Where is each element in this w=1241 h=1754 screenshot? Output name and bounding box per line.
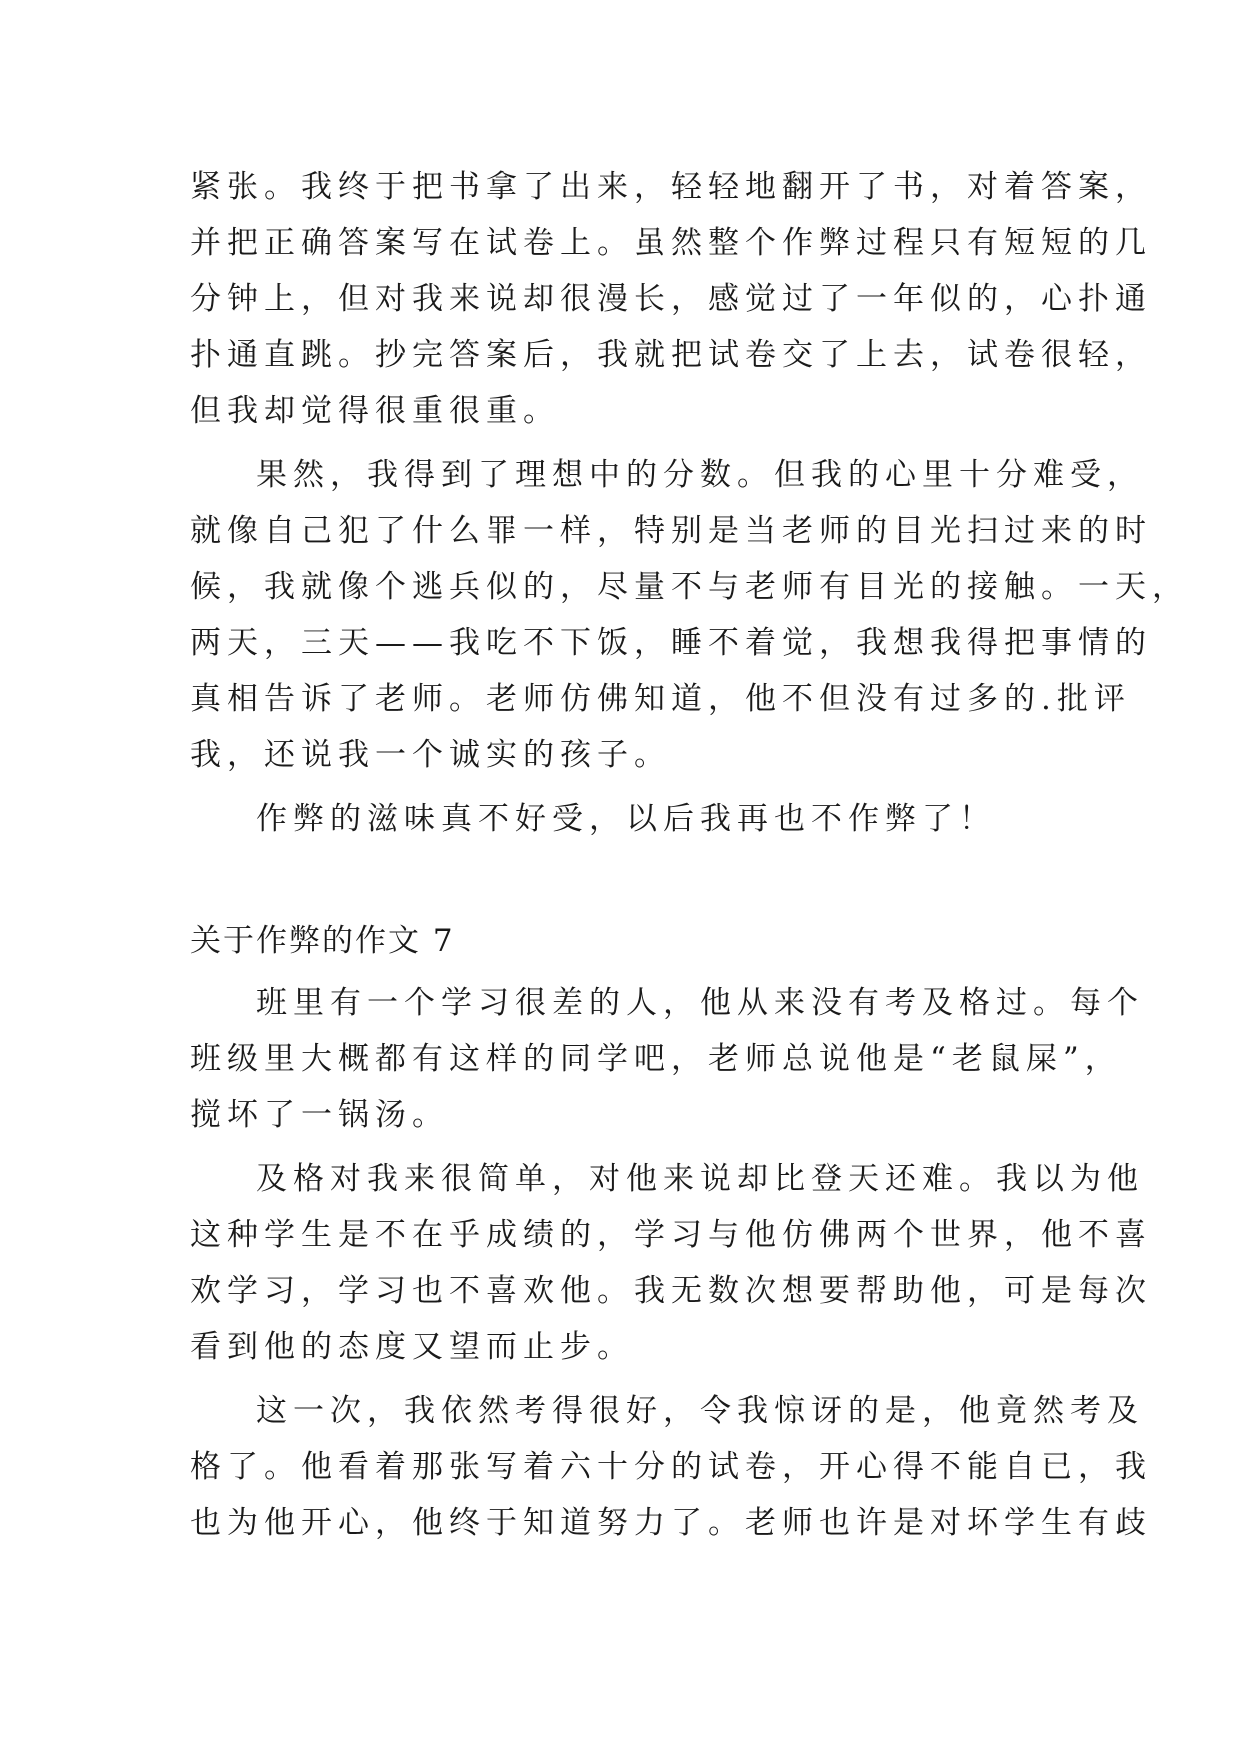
text-line: 并把正确答案写在试卷上。虽然整个作弊过程只有短短的几 [190, 225, 1152, 261]
text-line: 我，还说我一个诚实的孩子。 [190, 737, 671, 773]
text-line: 这种学生是不在乎成绩的，学习与他仿佛两个世界，他不喜 [190, 1217, 1152, 1253]
text-line: 分钟上，但对我来说却很漫长，感觉过了一年似的，心扑通 [190, 281, 1152, 317]
text-line: 作弊的滋味真不好受，以后我再也不作弊了！ [256, 801, 996, 837]
text-line: 搅坏了一锅汤。 [190, 1097, 449, 1133]
text-line: 果然，我得到了理想中的分数。但我的心里十分难受， [256, 457, 1144, 493]
text-line: 扑通直跳。抄完答案后，我就把试卷交了上去，试卷很轻， [190, 337, 1152, 373]
text-line: 欢学习，学习也不喜欢他。我无数次想要帮助他，可是每次 [190, 1273, 1152, 1309]
text-line: 真相告诉了老师。老师仿佛知道，他不但没有过多的.批评 [190, 681, 1131, 717]
text-line: 班级里大概都有这样的同学吧，老师总说他是“老鼠屎”， [190, 1041, 1122, 1077]
text-line: 紧张。我终于把书拿了出来，轻轻地翻开了书，对着答案， [190, 169, 1152, 205]
text-line: 两天，三天——我吃不下饭，睡不着觉，我想我得把事情的 [190, 625, 1152, 661]
text-line: 格了。他看着那张写着六十分的试卷，开心得不能自已，我 [190, 1449, 1152, 1485]
text-line: 候，我就像个逃兵似的，尽量不与老师有目光的接触。一天， [190, 569, 1189, 605]
text-line: 班里有一个学习很差的人，他从来没有考及格过。每个 [256, 985, 1144, 1021]
section-heading: 关于作弊的作文 7 [190, 923, 455, 959]
text-line: 这一次，我依然考得很好，令我惊讶的是，他竟然考及 [256, 1393, 1144, 1429]
text-line: 也为他开心，他终于知道努力了。老师也许是对坏学生有歧 [190, 1505, 1152, 1541]
text-line: 看到他的态度又望而止步。 [190, 1329, 634, 1365]
text-line: 及格对我来很简单，对他来说却比登天还难。我以为他 [256, 1161, 1144, 1197]
text-line: 但我却觉得很重很重。 [190, 393, 560, 429]
text-line: 就像自己犯了什么罪一样，特别是当老师的目光扫过来的时 [190, 513, 1152, 549]
